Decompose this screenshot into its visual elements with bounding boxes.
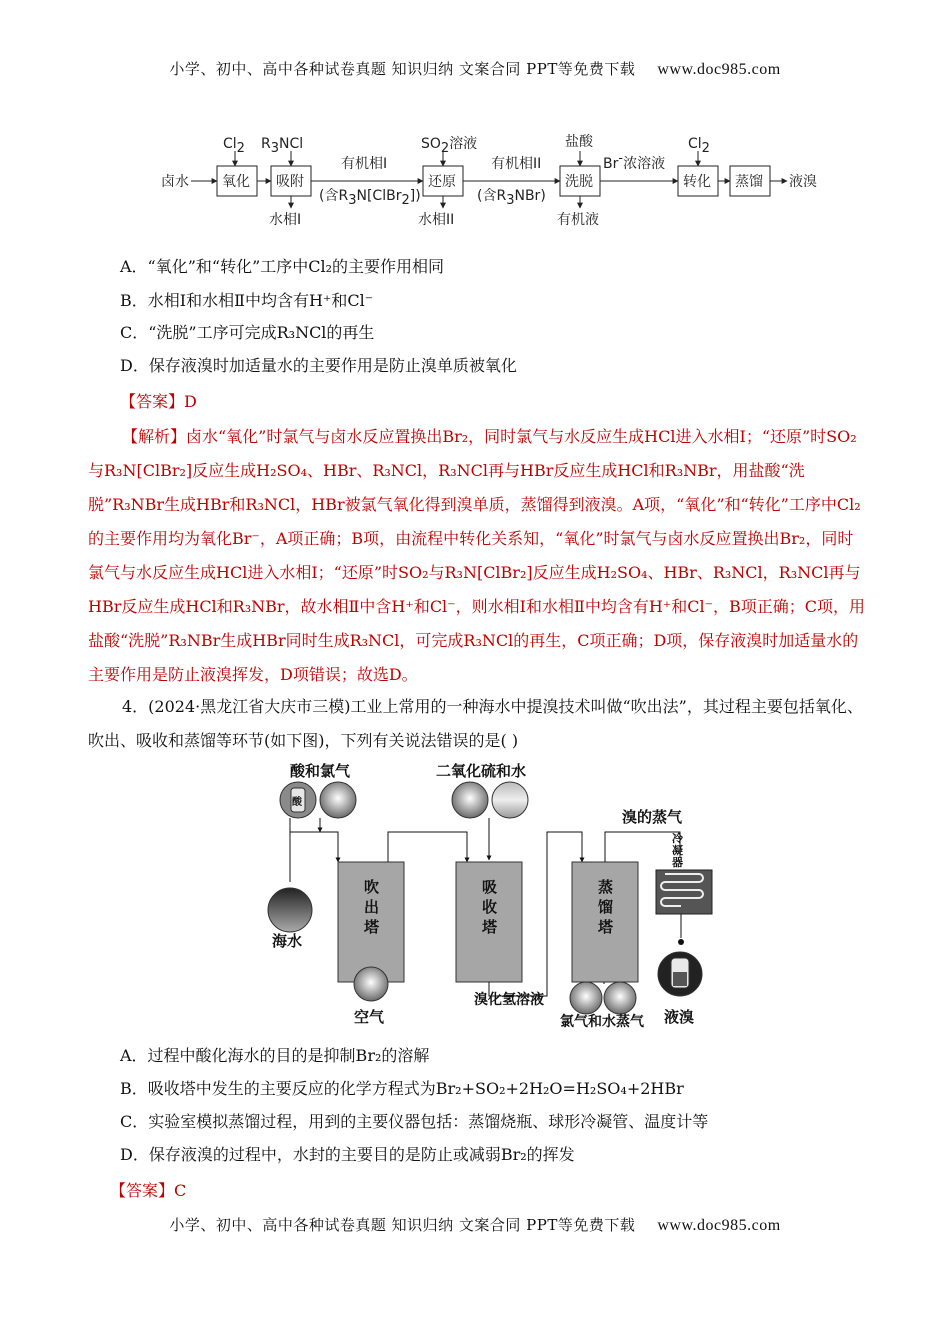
- page-footer: [0, 1214, 950, 1235]
- q3-option-a: A．“氧化”和“转化”工序中Cl₂的主要作用相同: [120, 257, 445, 276]
- flow-input: 卤水: [161, 174, 189, 190]
- flow-organic-phase-2: 有机相II: [491, 156, 542, 172]
- footer-site: www.doc985.com: [657, 1217, 781, 1234]
- label-seawater: 海水: [272, 932, 303, 950]
- header-site: www.doc985.com: [657, 61, 781, 78]
- q3-answer: 【答案】D: [120, 392, 197, 411]
- flow-output: 液溴: [789, 174, 817, 190]
- flow-box-label: 蒸馏: [735, 174, 763, 190]
- so2-cloud-icon: [452, 782, 488, 818]
- flow-box-label: 洗脱: [565, 174, 593, 190]
- label-br-vapor: 溴的蒸气: [622, 808, 683, 826]
- label-cl2-steam: 氯气和水蒸气: [560, 1014, 644, 1030]
- tower1-char: 塔: [364, 918, 380, 936]
- tower3-char: 塔: [598, 918, 614, 936]
- flow-organic-phase-1-note: (含R3N[ClBr2]): [319, 188, 421, 208]
- flow-box-label: 吸附: [276, 174, 304, 190]
- footer-text: 小学、初中、高中各种试卷真题 知识归纳 文案合同 PPT等免费下载: [169, 1216, 636, 1234]
- tower3-char: 蒸: [598, 878, 614, 896]
- tower2-char: 塔: [482, 918, 498, 936]
- flow-box-label: 还原: [428, 174, 456, 190]
- flow-box-label: 转化: [683, 174, 711, 190]
- flow-organic-phase-1: 有机相I: [341, 156, 388, 172]
- bromine-extraction-flowchart: [155, 128, 835, 238]
- flow-organic-liquid: 有机液: [557, 212, 599, 228]
- tower2-char: 收: [482, 898, 498, 916]
- q3-option-c: C．“洗脱”工序可完成R₃NCl的再生: [120, 323, 375, 342]
- acid-bottle-label: 酸: [292, 797, 302, 808]
- flow-box-label: 氧化: [222, 174, 250, 190]
- condenser-char: 冷: [672, 832, 683, 845]
- seawater-icon: [268, 888, 312, 932]
- q4-option-b: B．吸收塔中发生的主要反应的化学方程式为Br₂+SO₂+2H₂O=H₂SO₄+2HBr: [120, 1079, 684, 1098]
- flow-water-phase-2: 水相II: [418, 212, 455, 228]
- flow-br-solution: Br-浓溶液: [603, 151, 666, 172]
- tower1-char: 出: [364, 898, 380, 916]
- flow-reagent-hcl: 盐酸: [565, 134, 593, 150]
- q4-answer: 【答案】C: [110, 1181, 187, 1200]
- page-header: [0, 58, 950, 79]
- label-air: 空气: [354, 1008, 385, 1026]
- steam-icon: [604, 982, 636, 1014]
- flow-water-phase-1: 水相I: [269, 212, 302, 228]
- blow-out-process-diagram: [260, 760, 720, 1030]
- chlorine-cloud-icon: [320, 782, 356, 818]
- q4-stem: 4．(2024·黑龙江省大庆市三模)工业上常用的一种海水中提溴技术叫做“吹出法”，其过程主要包括氧化、吹出、吸收和蒸馏等环节(如下图)，下列有关说法错误的是( ): [88, 697, 863, 750]
- q3-analysis: 【解析】卤水“氧化”时氯气与卤水反应置换出Br₂，同时氯气与水反应生成HCl进入水相Ⅰ；“还原”时SO₂与R₃N[ClBr₂]反应生成H₂SO₄、HBr、R₃NCl，R₃NCl再与HBr反应生成HCl和R₃NBr，用盐酸“洗脱”R₃NBr生成HBr和R₃NCl，HBr被氯气氧化得到溴单质，蒸馏得到液溴。A项，“氧化”和“转化”工序中Cl₂的主要作用均为氧化Br⁻，A项正确；B项，由流程中转化关系知，“氧化”时氯气与卤水反应置换出Br₂，同时氯气与水反应生成HCl进入水相Ⅰ；“还原”时SO₂与R₃N[ClBr₂]反应生成H₂SO₄、HBr、R₃NCl，R₃NCl再与HBr反应生成HCl和R₃NBr，故水相Ⅱ中含H⁺和Cl⁻，则水相Ⅰ和水相Ⅱ中均含有H⁺和Cl⁻，B项正确；C项，用盐酸“洗脱”R₃NBr生成HBr同时生成R₃NCl，可完成R₃NCl的再生，C项正确；D项，保存液溴时加适量水的主要作用是防止液溴挥发，D项错误；故选D。: [88, 427, 866, 684]
- label-so2-water: 二氧化硫和水: [436, 762, 527, 780]
- q4-option-d: D．保存液溴的过程中，水封的主要目的是防止或减弱Br₂的挥发: [120, 1145, 575, 1164]
- q3-option-d: D．保存液溴时加适量水的主要作用是防止溴单质被氧化: [120, 356, 517, 375]
- flow-reagent-cl2: Cl2: [223, 136, 245, 156]
- tower3-char: 馏: [598, 898, 614, 916]
- label-liquid-bromine: 液溴: [664, 1008, 695, 1026]
- flow-reagent-cl2-convert: Cl2: [688, 136, 710, 156]
- condenser-char: 凝: [672, 844, 683, 857]
- flow-reagent-r3ncl: R3NCl: [261, 136, 304, 156]
- condenser-char: 器: [672, 856, 683, 869]
- q4-option-c: C．实验室模拟蒸馏过程，用到的主要仪器包括：蒸馏烧瓶、球形冷凝管、温度计等: [120, 1112, 709, 1131]
- tower1-char: 吹: [364, 878, 380, 896]
- flow-organic-phase-2-note: (含R3NBr): [477, 188, 546, 208]
- tower2-char: 吸: [482, 878, 498, 896]
- header-text: 小学、初中、高中各种试卷真题 知识归纳 文案合同 PPT等免费下载: [169, 60, 636, 78]
- q3-option-b: B．水相Ⅰ和水相Ⅱ中均含有H⁺和Cl⁻: [120, 291, 374, 310]
- water-icon: [492, 782, 528, 818]
- q4-option-a: A．过程中酸化海水的目的是抑制Br₂的溶解: [120, 1046, 430, 1065]
- label-hbr-solution: 溴化氢溶液: [474, 992, 544, 1008]
- flow-reagent-so2: SO2溶液: [421, 136, 478, 156]
- chlorine-icon: [570, 982, 602, 1014]
- air-cloud-icon: [354, 967, 388, 1001]
- label-acid-chlorine: 酸和氯气: [290, 762, 351, 780]
